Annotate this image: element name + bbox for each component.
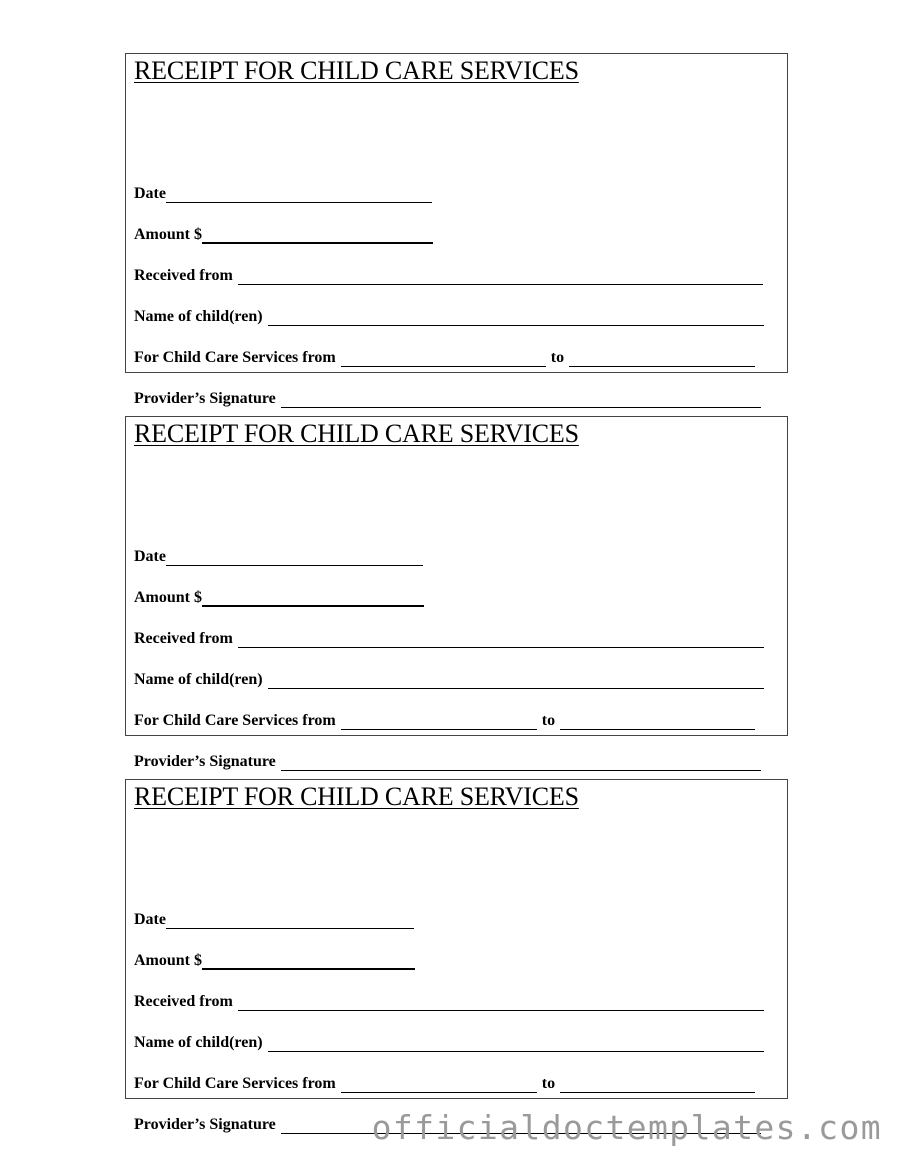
- signature-label: Provider’s Signature: [134, 1116, 276, 1133]
- children-field[interactable]: [268, 670, 764, 689]
- services-to-field[interactable]: [560, 1074, 755, 1093]
- received-from-field[interactable]: [238, 629, 764, 648]
- receipt-title: RECEIPT FOR CHILD CARE SERVICES: [134, 56, 579, 85]
- services-row: [134, 708, 755, 730]
- amount-row: [134, 948, 415, 970]
- to-label: to: [541, 712, 556, 729]
- date-row: [134, 544, 423, 566]
- amount-field[interactable]: [202, 950, 415, 970]
- services-from-field[interactable]: [341, 348, 546, 367]
- date-label: Date: [134, 911, 166, 928]
- signature-row: [134, 386, 761, 408]
- receipt-title: RECEIPT FOR CHILD CARE SERVICES: [134, 782, 579, 811]
- amount-row: [134, 222, 433, 244]
- receipt-1: [125, 53, 788, 407]
- services-to-field[interactable]: [560, 711, 755, 730]
- services-from-label: For Child Care Services from: [134, 1075, 336, 1092]
- amount-field[interactable]: [202, 224, 433, 244]
- to-label: to: [541, 1075, 556, 1092]
- date-row: [134, 907, 414, 929]
- received-from-row: [134, 989, 764, 1011]
- received-from-field[interactable]: [238, 992, 764, 1011]
- children-row: [134, 667, 764, 689]
- receipt-title: RECEIPT FOR CHILD CARE SERVICES: [134, 419, 579, 448]
- received-from-label: Received from: [134, 267, 233, 284]
- services-row: [134, 345, 755, 367]
- signature-label: Provider’s Signature: [134, 390, 276, 407]
- signature-row: [134, 749, 761, 771]
- services-to-field[interactable]: [569, 348, 755, 367]
- children-row: [134, 304, 764, 326]
- services-from-field[interactable]: [341, 1074, 537, 1093]
- amount-row: [134, 585, 424, 607]
- date-field[interactable]: [166, 910, 414, 929]
- amount-field[interactable]: [202, 587, 424, 607]
- amount-label: Amount $: [134, 226, 203, 243]
- received-from-row: [134, 263, 763, 285]
- services-from-field[interactable]: [341, 711, 537, 730]
- children-label: Name of child(ren): [134, 671, 263, 688]
- signature-field[interactable]: [281, 389, 761, 408]
- received-from-label: Received from: [134, 993, 233, 1010]
- to-label: to: [550, 349, 565, 366]
- amount-label: Amount $: [134, 952, 203, 969]
- amount-label: Amount $: [134, 589, 203, 606]
- children-field[interactable]: [268, 307, 764, 326]
- receipt-2: [125, 416, 788, 770]
- services-from-label: For Child Care Services from: [134, 349, 336, 366]
- date-label: Date: [134, 185, 166, 202]
- children-label: Name of child(ren): [134, 308, 263, 325]
- received-from-label: Received from: [134, 630, 233, 647]
- date-label: Date: [134, 548, 166, 565]
- children-label: Name of child(ren): [134, 1034, 263, 1051]
- children-field[interactable]: [268, 1033, 764, 1052]
- received-from-field[interactable]: [238, 266, 763, 285]
- signature-label: Provider’s Signature: [134, 753, 276, 770]
- received-from-row: [134, 626, 764, 648]
- services-row: [134, 1071, 755, 1093]
- services-from-label: For Child Care Services from: [134, 712, 336, 729]
- date-field[interactable]: [166, 184, 432, 203]
- date-field[interactable]: [166, 547, 423, 566]
- signature-field[interactable]: [281, 752, 761, 771]
- children-row: [134, 1030, 764, 1052]
- watermark-text: officialdoctemplates.com: [371, 1108, 882, 1147]
- date-row: [134, 181, 432, 203]
